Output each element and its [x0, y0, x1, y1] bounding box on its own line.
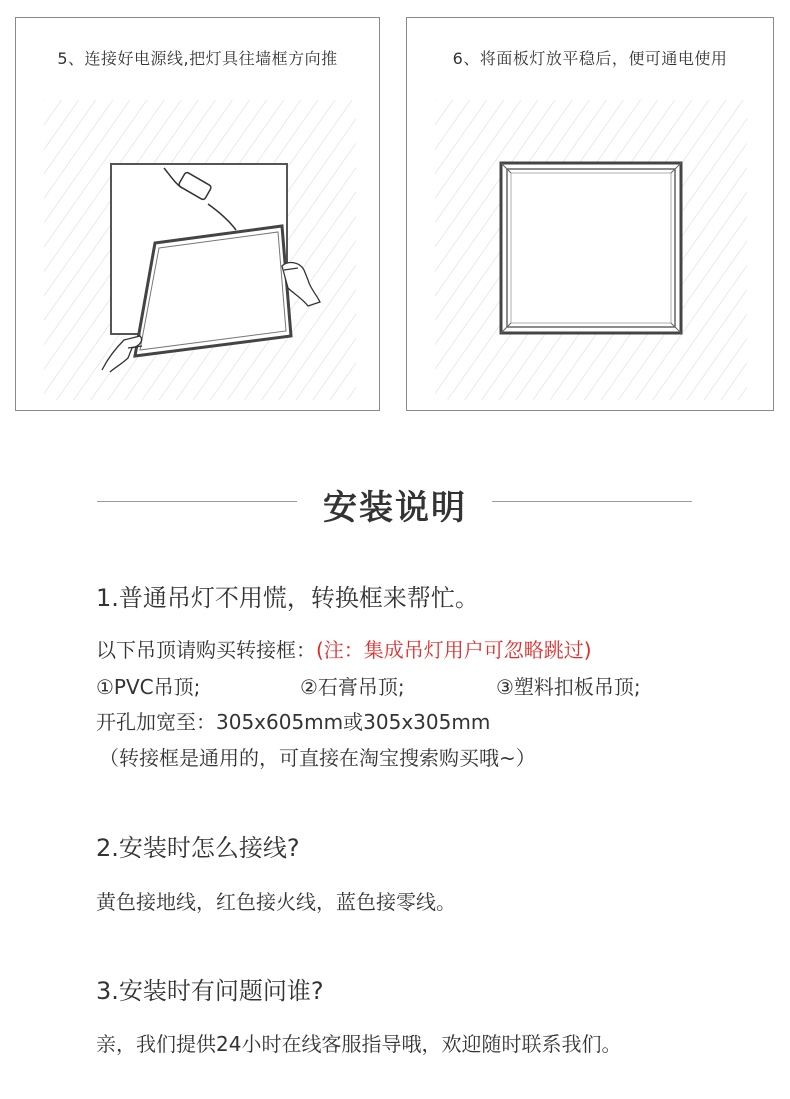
- faq-1-remark: （转接框是通用的，可直接在淘宝搜索购买哦~）: [99, 746, 536, 770]
- divider-right: [492, 501, 692, 502]
- faq-3-answer: 亲，我们提供24小时在线客服指导哦，欢迎随时联系我们。: [96, 1032, 622, 1056]
- section-header: [0, 472, 790, 532]
- step-6-card: [406, 17, 774, 411]
- section-title: 安装说明: [323, 488, 467, 528]
- faq-1-intro-line: [96, 634, 592, 663]
- option-pvc: ①PVC吊顶;: [96, 675, 201, 699]
- faq-1-note: (注：集成吊灯用户可忽略跳过): [316, 638, 592, 662]
- step-5-caption: 5、连接好电源线,把灯具往墙框方向推: [57, 49, 338, 68]
- faq-1-intro: 以下吊顶请购买转接框：: [96, 638, 316, 662]
- step-5-card: [15, 17, 380, 411]
- faq-2-answer: 黄色接地线，红色接火线，蓝色接零线。: [96, 890, 456, 914]
- option-gypsum: ②石膏吊顶;: [300, 675, 405, 699]
- faq-1-hole-size: 开孔加宽至：305x605mm或305x305mm: [96, 710, 491, 734]
- faq-2-question: 2.安装时怎么接线?: [96, 834, 300, 862]
- faq-1-options: [96, 671, 641, 700]
- panel-light-icon: [135, 226, 291, 356]
- step-6-illustration: [407, 18, 775, 412]
- installed-panel-icon: [501, 163, 681, 333]
- step-6-caption: 6、将面板灯放平稳后，便可通电使用: [452, 49, 728, 68]
- faq-1-question: 1.普通吊灯不用慌，转换框来帮忙。: [96, 584, 479, 612]
- step-5-illustration: [16, 18, 381, 412]
- faq-3-question: 3.安装时有问题问谁?: [96, 977, 324, 1005]
- option-plastic: ③塑料扣板吊顶;: [496, 675, 641, 699]
